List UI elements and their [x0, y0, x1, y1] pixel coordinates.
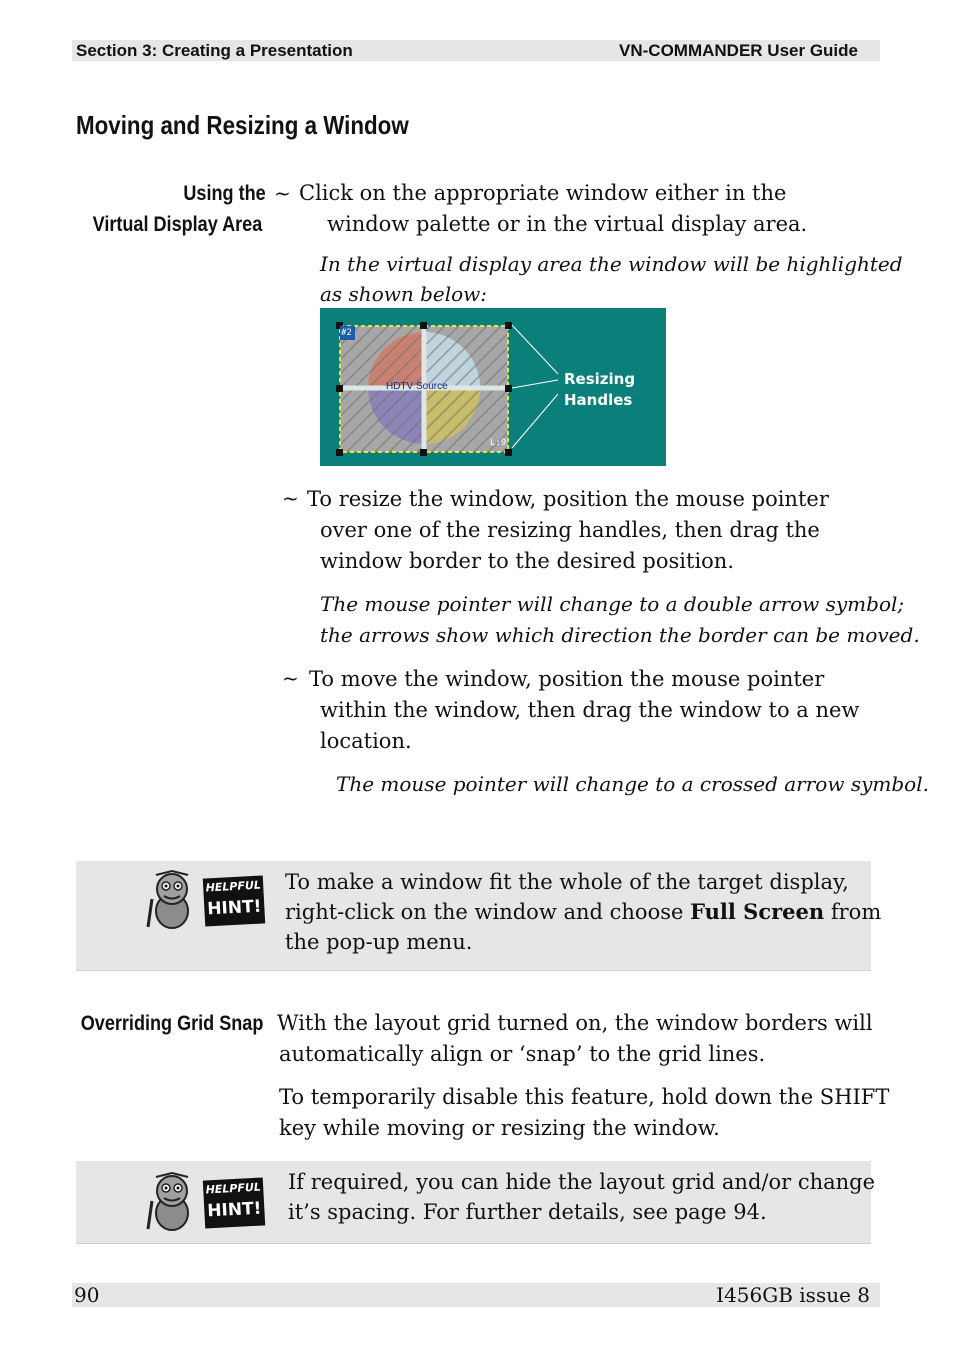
callout-line1: Resizing	[564, 370, 636, 388]
side-heading-line1: Using the	[183, 182, 266, 205]
mascot-icon	[142, 869, 204, 931]
resize-handle	[505, 449, 512, 456]
helpful-hint-badge	[203, 875, 265, 926]
hint1-line2-tail: from	[824, 900, 882, 924]
bullet-tilde: ~	[282, 666, 299, 690]
page-number: 90	[74, 1283, 100, 1307]
resize-handle	[420, 322, 427, 329]
window-id-label: #2	[341, 328, 352, 338]
grid-para2-line2: key while moving or resizing the window.	[279, 1116, 720, 1140]
header-section: Section 3: Creating a Presentation	[76, 41, 353, 60]
source-label: HDTV Source	[386, 381, 448, 392]
bullet-tilde: ~	[274, 181, 291, 205]
resize-handle	[336, 385, 343, 392]
grid-para1-line1: With the layout grid turned on, the window borders will	[277, 1011, 873, 1035]
helpful-hint-box	[76, 1161, 876, 1244]
step1-line1: Click on the appropriate window either in the	[299, 181, 787, 205]
resize-handle	[505, 385, 512, 392]
resize-handle	[336, 449, 343, 456]
helpful-hint-icon	[142, 1171, 266, 1233]
badge-line2: HINT!	[206, 896, 262, 920]
badge-line2: HINT!	[206, 1198, 262, 1222]
step3-line2: within the window, then drag the window to a new	[320, 698, 860, 722]
helpful-hint-box	[76, 861, 882, 971]
step3-note: The mouse pointer will change to a crossed arrow symbol.	[336, 772, 929, 796]
running-header	[72, 40, 880, 61]
layer-label: L:9	[490, 438, 507, 448]
hint1-line2-text: right-click on the window and choose	[285, 900, 691, 924]
running-footer	[72, 1283, 880, 1307]
resize-handle	[420, 449, 427, 456]
grid-para1-line2: automatically align or ‘snap’ to the grid lines.	[279, 1042, 766, 1066]
document-issue: I456GB issue 8	[716, 1283, 870, 1307]
mascot-icon	[142, 1171, 204, 1233]
page-title: Moving and Resizing a Window	[76, 110, 409, 140]
step2-line1: To resize the window, position the mouse pointer	[307, 487, 829, 511]
grid-para2-line1: To temporarily disable this feature, hold down the SHIFT	[279, 1085, 890, 1109]
step3-line3: location.	[320, 729, 412, 753]
hint1-line2	[285, 897, 881, 927]
resize-handle	[505, 322, 512, 329]
side-heading-line2: Virtual Display Area	[92, 213, 262, 236]
badge-line1: HELPFUL	[205, 878, 262, 895]
header-guide-title: VN-COMMANDER User Guide	[619, 41, 858, 60]
step1-note-line2: as shown below:	[320, 282, 488, 306]
hint1-line1: To make a window fit the whole of the target display,	[285, 870, 849, 894]
step2-line3: window border to the desired position.	[320, 549, 735, 573]
side-heading-grid-snap: Overriding Grid Snap	[80, 1012, 263, 1035]
helpful-hint-badge	[203, 1177, 265, 1228]
badge-line1: HELPFUL	[205, 1180, 262, 1197]
full-screen-term: Full Screen	[690, 899, 825, 924]
step2-note-line2: the arrows show which direction the border can be moved.	[320, 623, 920, 647]
step1-line2: window palette or in the virtual display area.	[327, 212, 808, 236]
step1-note-line1: In the virtual display area the window will be highlighted	[320, 252, 903, 276]
helpful-hint-icon	[142, 869, 266, 931]
hint2-line1: If required, you can hide the layout grid and/or change	[288, 1170, 876, 1194]
hint2-line2: it’s spacing. For further details, see page 94.	[288, 1200, 767, 1224]
step2-line2: over one of the resizing handles, then drag the	[320, 518, 820, 542]
callout-line2: Handles	[564, 391, 633, 409]
bullet-tilde: ~	[282, 486, 299, 510]
step3-line1: To move the window, position the mouse pointer	[309, 667, 825, 691]
virtual-display-figure	[320, 308, 666, 466]
hint1-line3: the pop-up menu.	[285, 930, 473, 954]
step2-note-line1: The mouse pointer will change to a double arrow symbol;	[320, 592, 905, 616]
